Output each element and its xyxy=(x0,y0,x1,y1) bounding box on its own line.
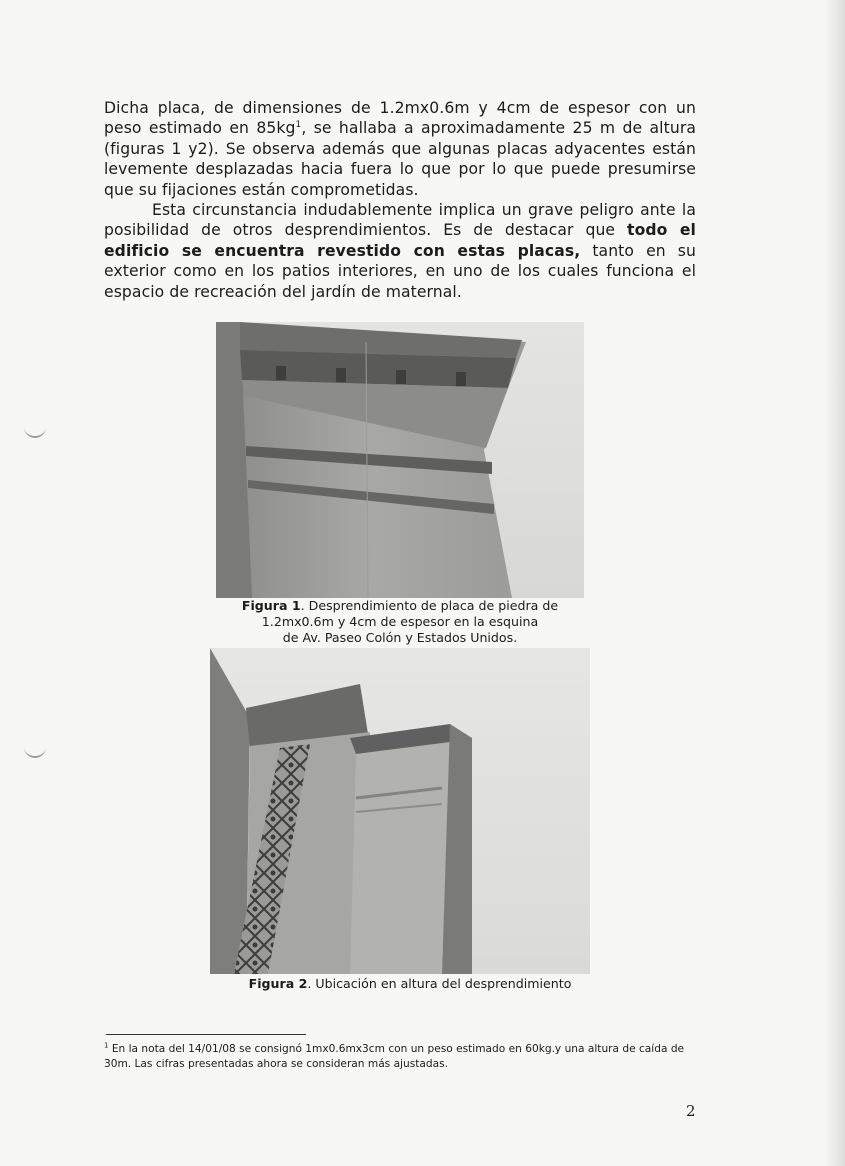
page-edge xyxy=(823,0,845,1166)
punch-hole-mark xyxy=(24,422,46,438)
figure-1-caption-line-3: de Av. Paseo Colón y Estados Unidos. xyxy=(282,630,518,645)
figure-2-caption xyxy=(210,976,610,992)
figure-2-label: Figura 2 xyxy=(248,976,308,991)
figure-2-caption-text: . Ubicación en altura del desprendimiento xyxy=(307,976,572,991)
figure-2-photo xyxy=(210,648,590,974)
footnote-reference: 1 xyxy=(295,120,302,131)
footnote-marker: 1 xyxy=(104,1041,109,1050)
paragraph-2-bold-text: todo el edificio se encuentra revestido con estas placas, xyxy=(104,221,696,260)
paragraph-2-text-a: Esta circunstancia indudablemente implica un grave peligro ante la posibilidad de otros desprendimientos. Es de destacar que xyxy=(104,201,696,240)
paragraph-1-text-b: , se hallaba a aproximadamente 25 m de altura (figuras 1 y2). Se observa además que algunas placas adyacentes están levemente desplazadas hacia fuera lo que por lo que puede presumirse que su fijaciones están comprometidas. xyxy=(104,119,696,199)
paragraph-1-text-a: Dicha placa, de dimensiones de 1.2mx0.6m y 4cm de espesor con un peso estimado en 85kg xyxy=(104,99,696,138)
footnote xyxy=(104,1042,694,1072)
paragraph-1 xyxy=(104,98,696,200)
figure-1-photo xyxy=(216,322,584,598)
figure-1-caption-line-1: . Desprendimiento de placa de piedra de xyxy=(300,598,559,613)
figure-1-label: Figura 1 xyxy=(241,598,301,613)
footnote-separator xyxy=(106,1034,306,1035)
paragraph-2-text-b: tanto en su exterior como en los patios interiores, en uno de los cuales funciona el espacio de recreación del jardín de maternal. xyxy=(104,241,697,301)
paragraph-2 xyxy=(104,200,696,302)
figure-1-caption xyxy=(190,598,610,646)
figure-1-caption-line-2: 1.2mx0.6m y 4cm de espesor en la esquina xyxy=(261,614,539,629)
footnote-text: En la nota del 14/01/08 se consignó 1mx0.6mx3cm con un peso estimado en 60kg.y una altura de caída de 30m. Las cifras presentadas ahora se consideran más ajustadas. xyxy=(104,1043,685,1070)
body-text xyxy=(104,98,696,302)
page-number: 2 xyxy=(686,1102,696,1120)
punch-hole-mark xyxy=(24,742,46,758)
